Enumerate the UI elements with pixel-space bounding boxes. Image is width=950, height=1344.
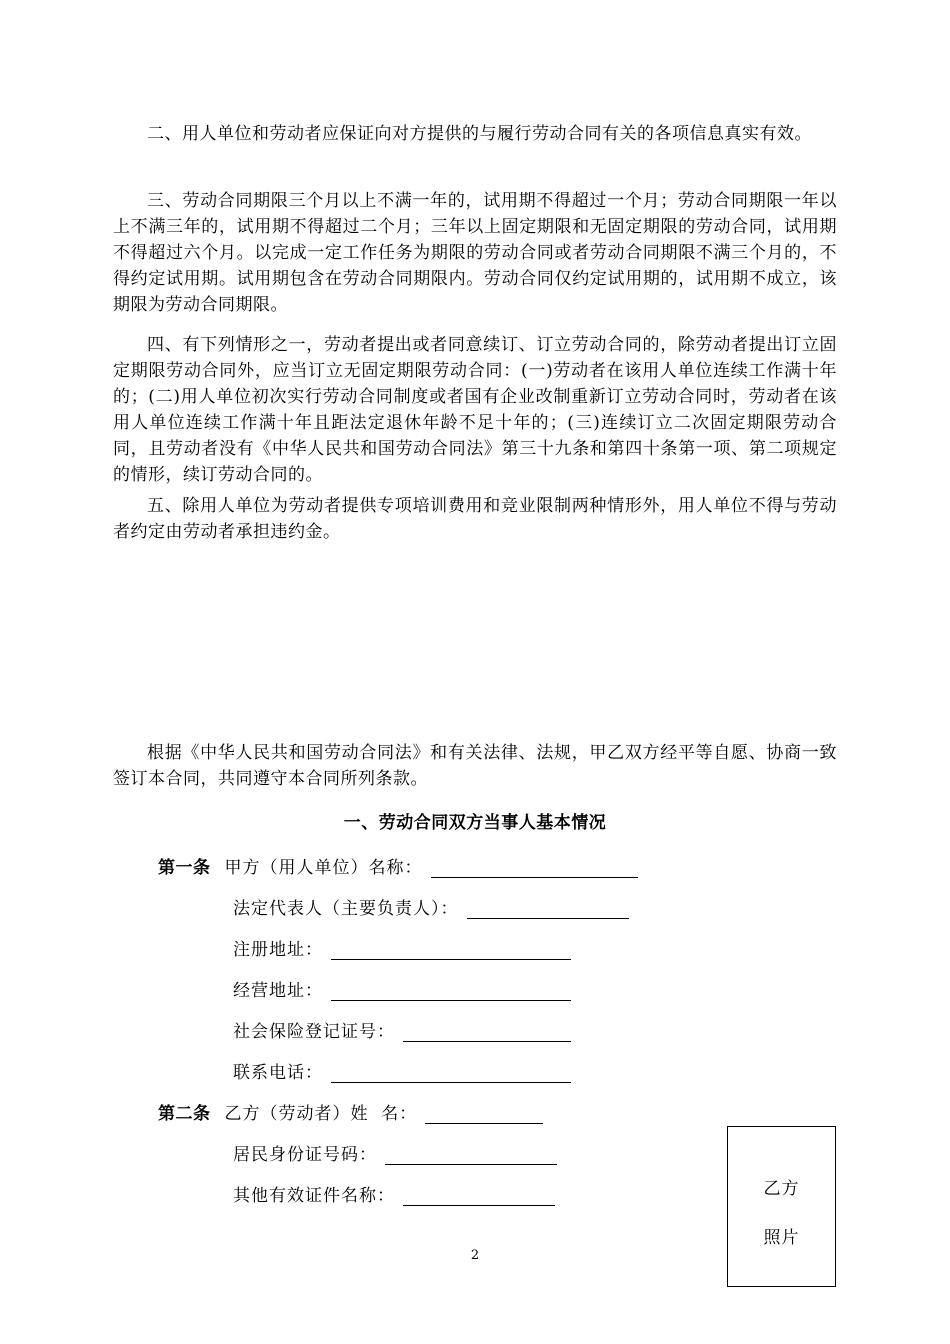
clause-paragraph-4: 四、有下列情形之一，劳动者提出或者同意续订、订立劳动合同的，除劳动者提出订立固定期限劳动合同外，应当订立无固定期限劳动合同：(一)劳动者在该用人单位连续工作满十年的；(二)用人单位初次实行劳动合同制度或者国有企业改制重新订立劳动合同时，劳动者在该用人单位连续工作满十年且距法定退休年龄不足十年的；(三)连续订立二次固定期限劳动合同，且劳动者没有《中华人民共和国劳动合同法》第三十九条和第四十条第一项、第二项规定的情形，续订劳动合同的。 — [113, 335, 837, 485]
employer-name-label: 甲方（用人单位）名称： — [224, 858, 423, 878]
article1-row-legal-rep — [233, 894, 629, 919]
article1-label: 第一条 — [158, 858, 211, 878]
legal-rep-label: 法定代表人（主要负责人）： — [233, 899, 459, 919]
phone-blank[interactable] — [331, 1064, 571, 1083]
intro-paragraph: 根据《中华人民共和国劳动合同法》和有关法律、法规，甲乙双方经平等自愿、协商一致签订本合同，共同遵守本合同所列条款。 — [113, 743, 837, 789]
article1-row-social-insurance — [233, 1017, 571, 1042]
reg-address-blank[interactable] — [331, 941, 571, 960]
other-id-label: 其他有效证件名称： — [233, 1186, 395, 1206]
clause-paragraph-5: 五、除用人单位为劳动者提供专项培训费用和竞业限制两种情形外，用人单位不得与劳动者约定由劳动者承担违约金。 — [113, 496, 837, 542]
section-heading: 一、劳动合同双方当事人基本情况 — [343, 813, 607, 833]
social-insurance-blank[interactable] — [403, 1023, 571, 1042]
biz-address-label: 经营地址： — [233, 981, 323, 1001]
clause-paragraph-3: 三、劳动合同期限三个月以上不满一年的，试用期不得超过一个月；劳动合同期限一年以上不满三年的，试用期不得超过二个月；三年以上固定期限和无固定期限的劳动合同，试用期不得超过六个月。以完成一定工作任务为期限的劳动合同或者劳动合同期限不满三个月的，不得约定试用期。试用期包含在劳动合同期限内。劳动合同仅约定试用期的，试用期不成立，该期限为劳动合同期限。 — [113, 191, 837, 315]
legal-rep-blank[interactable] — [467, 900, 629, 919]
article1-row-biz-address — [233, 976, 571, 1001]
article2-row-name — [158, 1099, 543, 1124]
id-number-blank[interactable] — [385, 1146, 557, 1165]
other-id-blank[interactable] — [403, 1187, 555, 1206]
clause-paragraph-2: 二、用人单位和劳动者应保证向对方提供的与履行劳动合同有关的各项信息真实有效。 — [147, 124, 812, 144]
reg-address-label: 注册地址： — [233, 940, 323, 960]
id-number-label: 居民身份证号码： — [233, 1145, 377, 1165]
article1-row-name — [158, 853, 638, 878]
employer-name-blank[interactable] — [431, 859, 638, 878]
biz-address-blank[interactable] — [331, 982, 571, 1001]
employee-name-label: 乙方（劳动者）姓 名： — [224, 1104, 418, 1124]
phone-label: 联系电话： — [233, 1063, 323, 1083]
social-insurance-label: 社会保险登记证号： — [233, 1022, 395, 1042]
article2-label: 第二条 — [158, 1104, 211, 1124]
photo-box-label-party: 乙方 — [763, 1179, 800, 1199]
article2-row-id — [233, 1140, 557, 1165]
page-number: 2 — [470, 1248, 480, 1263]
article2-row-other-id — [233, 1181, 555, 1206]
employee-name-blank[interactable] — [425, 1105, 543, 1124]
article1-row-phone — [233, 1058, 571, 1083]
photo-box-label-photo: 照片 — [763, 1228, 800, 1248]
article1-row-reg-address — [233, 935, 571, 960]
